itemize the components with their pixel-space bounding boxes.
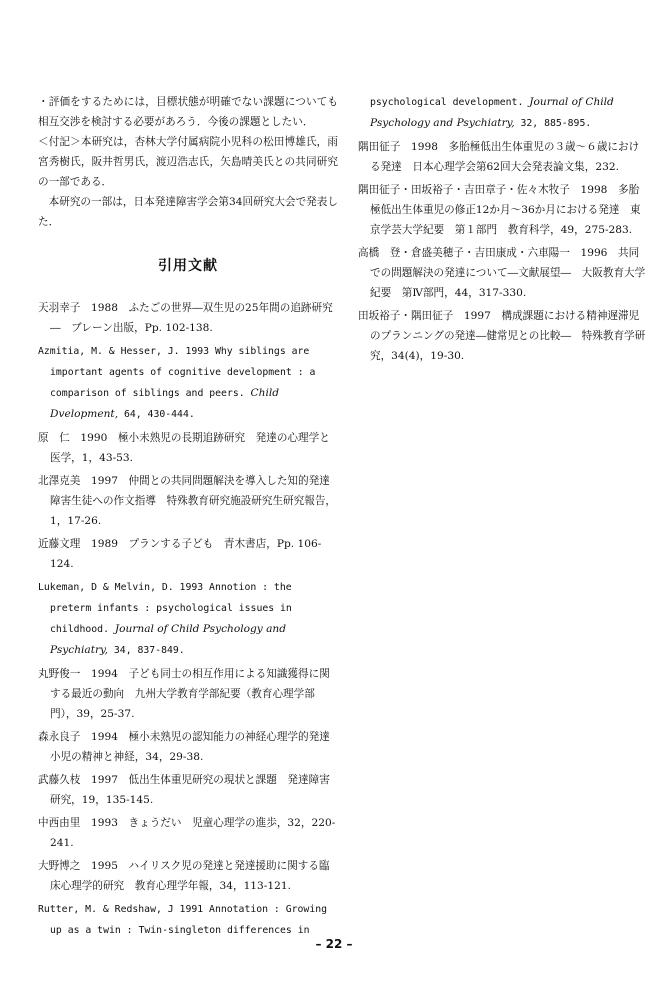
reference-text: psychological development. — [370, 97, 530, 108]
reference-item: 隅田征子 1998 多胎極低出生体重児の３歳～６歳における発達 日本心理学会第62回大会発表論文集，232. — [358, 141, 640, 173]
reference-item: 原 仁 1990 極小未熟児の長期追跡研究 発達の心理学と医学，1，43-53. — [38, 432, 330, 464]
reference-item: 北澤克美 1997 仲間との共同問題解決を導入した知的発達障害生徒への作文指導 特殊教育研究施設研究生研究報告，1，17-26. — [38, 475, 337, 527]
reference-item: 高橋 登・倉盛美穂子・吉田康成・六車陽一 1996 共同での問題解決の発達について―文献展望― 大阪教育大学紀要 第Ⅳ部門，44，317-330. — [358, 247, 646, 299]
reference-item: 大野博之 1995 ハイリスク児の発達と発達援助に関する臨床心理学的研究 教育心理学年報，34，113-121. — [38, 860, 330, 892]
reference-item: 丸野俊一 1994 子ども同士の相互作用による知識獲得に関する最近の動向 九州大学教育学部紀要（教育心理学部門），39，25-37. — [38, 668, 330, 720]
reference-text: Lukeman, D & Melvin, D. 1993 Annotion : the preterm infants : psychological issues in childhood. — [38, 582, 292, 635]
reference-list-left — [38, 298, 341, 941]
reference-item: 中西由里 1993 きょうだい 児童心理学の進歩，32，220-241. — [38, 817, 336, 849]
reference-text: Azmitia, M. & Hesser, J. 1993 Why siblings are important agents of cognitive development : a comparison of siblings and peers. — [38, 346, 316, 399]
reference-volume: 34, 837-849. — [108, 645, 185, 656]
reference-item: 武藤久枝 1997 低出生体重児研究の現状と課題 発達障害研究，19，135-145. — [38, 774, 330, 806]
page-number: – 22 – — [315, 937, 353, 951]
left-column — [38, 92, 341, 944]
reference-journal: Journal of Child Psychology and Psychiatry, — [50, 623, 287, 656]
presentation-note-paragraph: 本研究の一部は，日本発達障害学会第34回研究大会で発表した． — [38, 196, 338, 228]
reference-item: 隅田征子・田坂裕子・吉田章子・佐々木牧子 1998 多胎極低出生体重児の修正12か月～36か月における発達 東京学芸大学紀要 第１部門 教育科学，49，275-283. — [358, 184, 641, 236]
reference-item — [38, 577, 338, 661]
reference-item: 近藤文理 1989 プランする子ども 青木書店，Pp. 106-124. — [38, 538, 322, 570]
reference-item — [38, 899, 338, 941]
reference-continuation — [358, 92, 646, 134]
closing-paragraph: ・評価をするためには，目標状態が明確でない課題についても相互交渉を検討する必要があろう．今後の課題としたい． — [38, 96, 338, 128]
reference-journal: Journal of Child Psychology and Psychiatry, — [370, 96, 614, 129]
reference-list-right — [358, 92, 646, 366]
reference-item — [38, 341, 338, 425]
right-column — [358, 92, 646, 369]
reference-volume: 32, 885-895. — [514, 118, 592, 129]
references-heading: 引用文献 — [158, 258, 218, 274]
reference-volume: 64, 430-444. — [118, 409, 195, 420]
reference-text: Rutter, M. & Redshaw, J 1991 Annotation : Growing up as a twin : Twin-singleton differences in — [38, 904, 328, 936]
reference-item: 天羽幸子 1988 ふたごの世界―双生児の25年間の追跡研究― ブレーン出版，Pp. 102-138. — [38, 302, 333, 334]
reference-journal: Child Dvelopment, — [50, 387, 280, 420]
reference-item: 森永良子 1994 極小未熟児の認知能力の神経心理学的発達 小児の精神と神経，34，29-38. — [38, 731, 341, 763]
acknowledgement-paragraph: ＜付記＞本研究は，杏林大学付属病院小児科の松田博雄氏，雨宮秀樹氏，阪井哲男氏，渡辺浩志氏，矢島晴美氏との共同研究の一部である． — [38, 136, 338, 188]
reference-item: 田坂裕子・隅田征子 1997 構成課題における精神遅滞児のプランニングの発達―健常児との比較― 特殊教育学研究，34(4)，19-30. — [358, 310, 646, 362]
